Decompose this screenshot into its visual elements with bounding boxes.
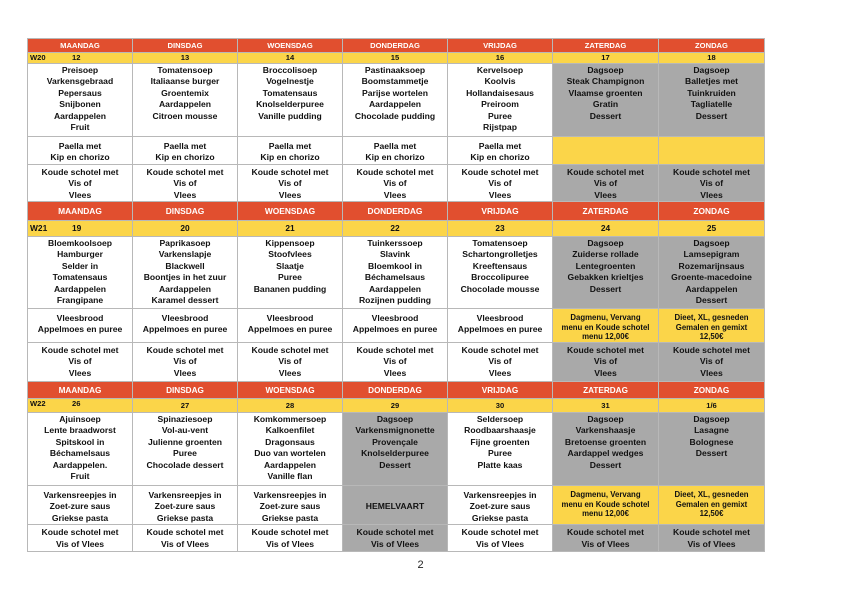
main-menu-text: Tomatensoep Schartongrolletjes Kreeftensaus Broccolipuree Chocolade mousse: [460, 238, 540, 294]
date-cell: [659, 221, 765, 237]
main-menu-cell-woensdag: [238, 64, 343, 137]
date-row: [28, 399, 765, 413]
main-menu-text: Tomatensoep Italiaanse burger Groentemix Aardappelen Citroen mousse: [150, 65, 220, 121]
cold-menu-row: [28, 343, 765, 382]
main-menu-text: Dagsoep Varkensmignonette Provençale Knolselderpuree Dessert: [355, 414, 435, 470]
date-cell: [553, 53, 659, 64]
cold-menu-text: Koude schotel met Vis of Vlees: [146, 166, 224, 200]
date-cell: [448, 399, 553, 413]
main-menu-cell-zaterdag: [553, 413, 659, 486]
main-menu-cell-zondag: [659, 413, 765, 486]
alternative-menu-cell-zondag: [659, 309, 765, 343]
main-menu-cell-donderdag: [343, 237, 448, 309]
cold-menu-text: Koude schotel met Vis of Vlees: [251, 166, 329, 200]
date-cell: [659, 53, 765, 64]
cold-dish-cell-zaterdag: [553, 343, 659, 382]
cold-menu-text: Koude schotel met Vis of Vlees: [146, 527, 224, 549]
alternative-menu-cell-zondag: [659, 137, 765, 165]
alternative-menu-cell-vrijdag: [448, 309, 553, 343]
day-header-zondag: ZONDAG: [659, 202, 765, 221]
main-menu-cell-vrijdag: [448, 64, 553, 137]
main-menu-text: Paprikasoep Varkenslapje Blackwell Boontjes in het zuur Aardappelen Karamel dessert: [143, 238, 227, 306]
cold-menu-text: Koude schotel met Vis of Vlees: [251, 345, 329, 378]
cold-dish-cell-dinsdag: [133, 164, 238, 201]
alternative-menu-cell-zondag: [659, 486, 765, 525]
date-label: 22: [390, 223, 400, 234]
date-cell: [133, 221, 238, 237]
cold-dish-cell-zondag: [659, 343, 765, 382]
cold-menu-text: Koude schotel met Vis of Vlees: [461, 166, 539, 200]
cold-menu-text: Koude schotel met Vis of Vlees: [41, 345, 119, 378]
cold-menu-text: Koude schotel met Vis of Vlees: [41, 166, 119, 200]
date-label: 13: [180, 53, 190, 62]
main-menu-cell-zondag: [659, 64, 765, 137]
main-menu-text: Kervelsoep Koolvis Hollandaisesaus Preiroom Puree Rijstpap: [466, 65, 534, 133]
day-header-zondag: ZONDAG: [659, 382, 765, 399]
cold-dish-cell-dinsdag: [133, 525, 238, 552]
day-header-row: [28, 202, 765, 221]
main-menu-cell-maandag: [28, 413, 133, 486]
main-menu-text: Seldersoep Roodbaarshaasje Fijne groenten Puree Platte kaas: [464, 414, 536, 470]
cold-menu-text: Koude schotel met Vis of Vlees: [356, 345, 434, 378]
date-label: 31: [601, 400, 610, 410]
alternative-menu-cell-dinsdag: [133, 486, 238, 525]
main-menu-text: Dagsoep Varkenshaasje Bretoense groenten Aardappel wedges Dessert: [564, 414, 647, 470]
alt-menu-text: Vleesbrood Appelmoes en puree: [142, 313, 228, 335]
date-cell: [133, 53, 238, 64]
main-menu-row: [28, 64, 765, 137]
date-cell: [343, 221, 448, 237]
cold-menu-text: Koude schotel met Vis of Vlees: [673, 345, 750, 378]
alt-menu-text: Dagmenu, Vervang menu en Koude schotel menu 12,00€: [561, 313, 650, 342]
page-number: 2: [417, 559, 424, 571]
main-menu-text: Dagsoep Zuiderse rollade Lentegroenten Gebakken krieltjes Dessert: [567, 238, 644, 294]
alt-menu-text: Paella met Kip en chorizo: [155, 141, 215, 163]
day-header-zaterdag: ZATERDAG: [553, 202, 659, 221]
day-header-maandag: MAANDAG: [28, 382, 133, 399]
main-menu-cell-woensdag: [238, 237, 343, 309]
day-header-donderdag: DONDERDAG: [343, 202, 448, 221]
alt-menu-text: Dieet, XL, gesneden Gemalen en gemixt 12,50€: [674, 490, 749, 519]
cold-dish-cell-donderdag: [343, 343, 448, 382]
main-menu-text: Pastinaaksoep Boomstammetje Parijse wortelen Aardappelen Chocolade pudding: [354, 65, 436, 121]
cold-menu-text: Koude schotel met Vis of Vlees: [567, 345, 644, 378]
cold-menu-row: [28, 164, 765, 201]
main-menu-cell-zaterdag: [553, 64, 659, 137]
alternative-menu-cell-vrijdag: [448, 486, 553, 525]
week-label: W22: [30, 399, 46, 409]
day-header-row: [28, 39, 765, 53]
cold-dish-cell-vrijdag: [448, 343, 553, 382]
alternative-menu-cell-maandag: [28, 309, 133, 343]
date-cell: [238, 221, 343, 237]
week-label: W21: [30, 223, 48, 234]
date-cell: [343, 399, 448, 413]
cold-dish-cell-dinsdag: [133, 343, 238, 382]
alt-menu-row: [28, 309, 765, 343]
date-cell: [238, 399, 343, 413]
main-menu-cell-donderdag: [343, 413, 448, 486]
alternative-menu-cell-maandag: [28, 486, 133, 525]
alt-menu-text: Vleesbrood Appelmoes en puree: [247, 313, 333, 335]
cold-dish-cell-vrijdag: [448, 525, 553, 552]
day-header-row: [28, 382, 765, 399]
day-header-maandag: MAANDAG: [28, 39, 133, 53]
main-menu-cell-vrijdag: [448, 413, 553, 486]
alt-menu-text: Paella met Kip en chorizo: [470, 141, 530, 163]
alt-menu-row: [28, 137, 765, 165]
cold-menu-text: Koude schotel met Vis of Vlees: [251, 527, 329, 549]
alternative-menu-cell-woensdag: [238, 309, 343, 343]
alternative-menu-cell-donderdag: [343, 486, 448, 525]
cold-dish-cell-maandag: [28, 525, 133, 552]
alternative-menu-cell-zaterdag: [553, 137, 659, 165]
alt-menu-text: Vleesbrood Appelmoes en puree: [352, 313, 438, 335]
alt-menu-text: Varkensreepjes in Zoet-zure saus Griekse pasta: [43, 490, 117, 523]
main-menu-cell-dinsdag: [133, 64, 238, 137]
day-header-zaterdag: ZATERDAG: [553, 382, 659, 399]
main-menu-cell-dinsdag: [133, 237, 238, 309]
alt-menu-text: Varkensreepjes in Zoet-zure saus Griekse pasta: [463, 490, 537, 523]
date-label: 15: [390, 53, 400, 62]
week-label: W20: [30, 53, 46, 62]
alternative-menu-cell-donderdag: [343, 137, 448, 165]
date-cell: [133, 399, 238, 413]
main-menu-cell-woensdag: [238, 413, 343, 486]
main-menu-row: [28, 237, 765, 309]
alt-menu-row: [28, 486, 765, 525]
alt-menu-text: Dieet, XL, gesneden Gemalen en gemixt 12,50€: [674, 313, 749, 342]
date-label: 16: [495, 53, 505, 62]
cold-menu-text: Koude schotel met Vis of Vlees: [41, 527, 119, 549]
main-menu-cell-maandag: [28, 237, 133, 309]
cold-dish-cell-maandag: [28, 343, 133, 382]
cold-dish-cell-zondag: [659, 525, 765, 552]
main-menu-text: Dagsoep Lasagne Bolognese Dessert: [689, 414, 734, 459]
cold-dish-cell-zaterdag: [553, 525, 659, 552]
main-menu-text: Preisoep Varkensgebraad Pepersaus Snijbonen Aardappelen Fruit: [46, 65, 114, 133]
date-label: 27: [180, 400, 190, 410]
day-header-woensdag: WOENSDAG: [238, 202, 343, 221]
alt-menu-text: Paella met Kip en chorizo: [260, 141, 320, 163]
main-menu-row: [28, 413, 765, 486]
alt-menu-text: HEMELVAART: [365, 501, 425, 512]
cold-dish-cell-woensdag: [238, 164, 343, 201]
date-label: 17: [601, 53, 610, 62]
cold-dish-cell-donderdag: [343, 164, 448, 201]
cold-menu-text: Koude schotel met Vis of Vlees: [356, 166, 434, 200]
main-menu-text: Komkommersoep Kalkoenfilet Dragonsaus Duo van wortelen Aardappelen Vanille flan: [253, 414, 327, 482]
cold-dish-cell-zaterdag: [553, 164, 659, 201]
date-cell: [28, 221, 133, 237]
main-menu-text: Tuinkerssoep Slavink Bloemkool in Béchamelsaus Aardappelen Rozijnen pudding: [358, 238, 432, 306]
main-menu-text: Dagsoep Steak Champignon Vlaamse groenten Gratin Dessert: [566, 65, 645, 121]
date-cell: [28, 399, 133, 413]
alternative-menu-cell-donderdag: [343, 309, 448, 343]
date-cell: [448, 53, 553, 64]
date-label: 18: [707, 53, 716, 62]
date-label: 30: [495, 400, 505, 410]
alt-menu-text: Paella met Kip en chorizo: [365, 141, 425, 163]
day-header-vrijdag: VRIJDAG: [448, 202, 553, 221]
cold-dish-cell-donderdag: [343, 525, 448, 552]
alternative-menu-cell-woensdag: [238, 486, 343, 525]
alternative-menu-cell-zaterdag: [553, 309, 659, 343]
cold-dish-cell-zondag: [659, 164, 765, 201]
day-header-dinsdag: DINSDAG: [133, 202, 238, 221]
date-label: 12: [72, 53, 81, 62]
date-label: 21: [285, 223, 295, 234]
cold-menu-text: Koude schotel met Vis of Vlees: [567, 166, 644, 200]
cold-menu-text: Koude schotel met Vis of Vlees: [461, 345, 539, 378]
date-label: 29: [390, 400, 400, 410]
main-menu-cell-zaterdag: [553, 237, 659, 309]
cold-dish-cell-woensdag: [238, 525, 343, 552]
date-label: 25: [706, 223, 717, 234]
main-menu-cell-maandag: [28, 64, 133, 137]
day-header-woensdag: WOENSDAG: [238, 382, 343, 399]
cold-dish-cell-maandag: [28, 164, 133, 201]
alternative-menu-cell-zaterdag: [553, 486, 659, 525]
alt-menu-text: Vleesbrood Appelmoes en puree: [457, 313, 543, 335]
weekly-menu-table: [27, 38, 765, 552]
date-label: 1/6: [706, 400, 717, 410]
alt-menu-text: Varkensreepjes in Zoet-zure saus Griekse pasta: [148, 490, 222, 523]
date-cell: [238, 53, 343, 64]
date-label: 24: [600, 223, 611, 234]
main-menu-text: Dagsoep Balletjes met Tuinkruiden Tagliatelle Dessert: [684, 65, 739, 121]
day-header-donderdag: DONDERDAG: [343, 382, 448, 399]
cold-menu-text: Koude schotel met Vis of Vlees: [673, 166, 750, 200]
main-menu-text: Kippensoep Stoofvlees Slaatje Puree Bananen pudding: [253, 238, 327, 294]
alt-menu-text: Paella met Kip en chorizo: [50, 141, 110, 163]
main-menu-cell-donderdag: [343, 64, 448, 137]
cold-dish-cell-woensdag: [238, 343, 343, 382]
date-cell: [28, 53, 133, 64]
main-menu-text: Bloemkoolsoep Hamburger Selder in Tomatensaus Aardappelen Frangipane: [48, 238, 112, 306]
main-menu-text: Broccolisoep Vogelnestje Tomatensaus Knolselderpuree Vanille pudding: [256, 65, 324, 121]
date-cell: [553, 399, 659, 413]
date-label: 28: [285, 400, 295, 410]
cold-dish-cell-vrijdag: [448, 164, 553, 201]
date-label: 26: [72, 399, 81, 409]
date-label: 23: [495, 223, 505, 234]
date-label: 14: [285, 53, 295, 62]
date-cell: [448, 221, 553, 237]
main-menu-text: Ajuinsoep Lente braadworst Spitskool in Béchamelsaus Aardappelen. Fruit: [44, 414, 116, 482]
alt-menu-text: Varkensreepjes in Zoet-zure saus Griekse pasta: [253, 490, 327, 523]
day-header-dinsdag: DINSDAG: [133, 39, 238, 53]
alt-menu-text: Vleesbrood Appelmoes en puree: [37, 313, 123, 335]
cold-menu-text: Koude schotel met Vis of Vlees: [567, 527, 644, 549]
day-header-dinsdag: DINSDAG: [133, 382, 238, 399]
day-header-woensdag: WOENSDAG: [238, 39, 343, 53]
main-menu-cell-vrijdag: [448, 237, 553, 309]
date-row: [28, 221, 765, 237]
cold-menu-text: Koude schotel met Vis of Vlees: [673, 527, 750, 549]
cold-menu-text: Koude schotel met Vis of Vlees: [146, 345, 224, 378]
date-cell: [343, 53, 448, 64]
main-menu-cell-dinsdag: [133, 413, 238, 486]
alternative-menu-cell-dinsdag: [133, 309, 238, 343]
alternative-menu-cell-vrijdag: [448, 137, 553, 165]
day-header-vrijdag: VRIJDAG: [448, 39, 553, 53]
day-header-maandag: MAANDAG: [28, 202, 133, 221]
date-cell: [659, 399, 765, 413]
alternative-menu-cell-dinsdag: [133, 137, 238, 165]
date-label: 20: [180, 223, 190, 234]
main-menu-cell-zondag: [659, 237, 765, 309]
cold-menu-row: [28, 525, 765, 552]
alternative-menu-cell-woensdag: [238, 137, 343, 165]
day-header-vrijdag: VRIJDAG: [448, 382, 553, 399]
day-header-zaterdag: ZATERDAG: [553, 39, 659, 53]
day-header-donderdag: DONDERDAG: [343, 39, 448, 53]
cold-menu-text: Koude schotel met Vis of Vlees: [461, 527, 539, 549]
date-cell: [553, 221, 659, 237]
day-header-zondag: ZONDAG: [659, 39, 765, 53]
alternative-menu-cell-maandag: [28, 137, 133, 165]
cold-menu-text: Koude schotel met Vis of Vlees: [356, 527, 434, 549]
date-row: [28, 53, 765, 64]
alt-menu-text: Dagmenu, Vervang menu en Koude schotel menu 12,00€: [561, 490, 650, 519]
date-label: 19: [72, 223, 82, 234]
main-menu-text: Dagsoep Lamsepigram Rozemarijnsaus Groente-macedoine Aardappelen Dessert: [671, 238, 752, 306]
main-menu-text: Spinaziesoep Vol-au-vent Julienne groenten Puree Chocolade dessert: [146, 414, 224, 470]
